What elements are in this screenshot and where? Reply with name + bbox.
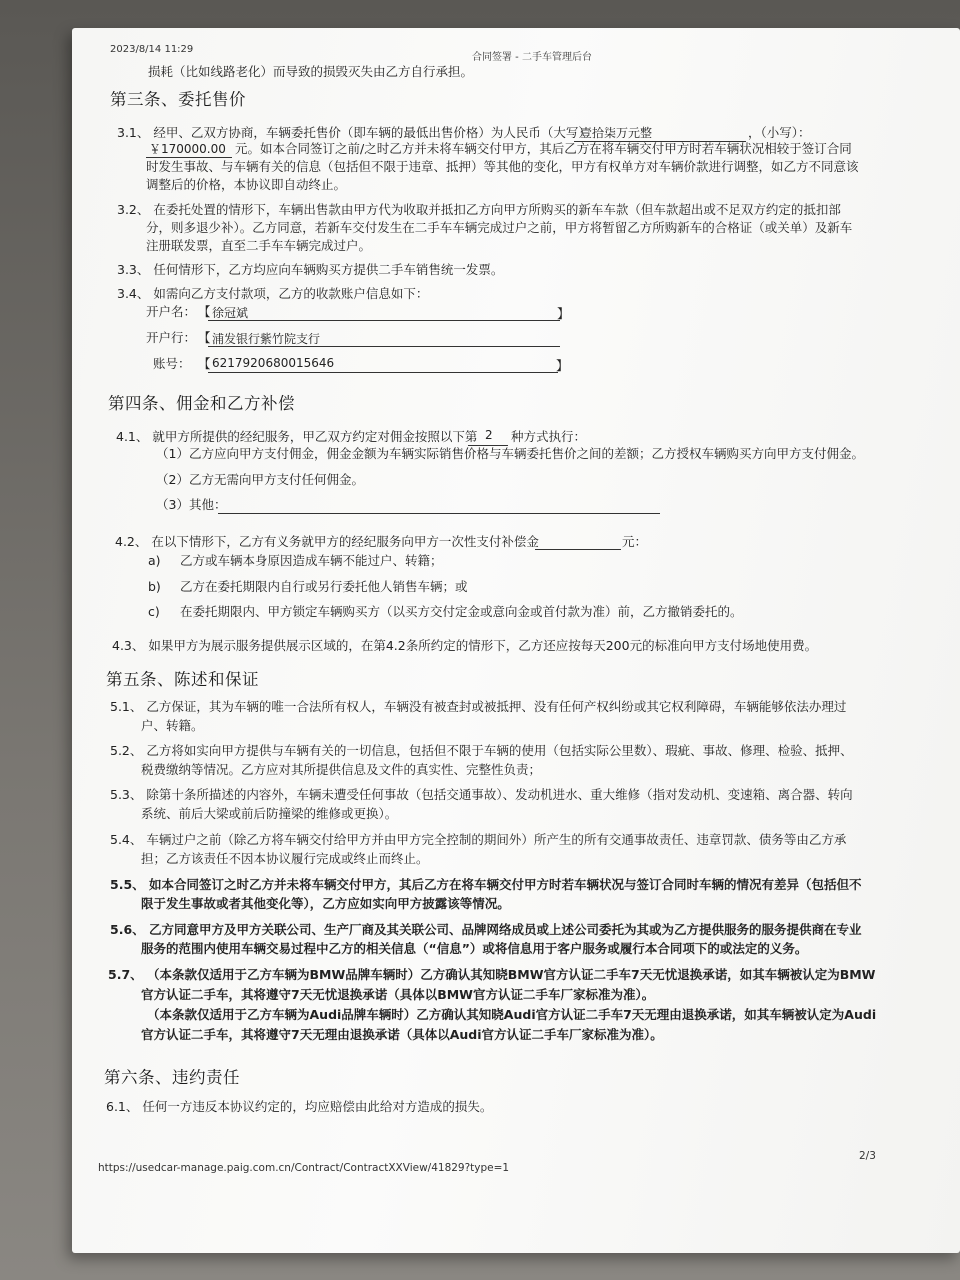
commission-option-3: （3）其他： [156, 497, 227, 512]
clause-3-2-line1: 3.2、 在委托处置的情形下，车辆出售款由甲方代为收取并抵扣乙方向甲方所购买的新车车款（但车款超出或不足双方约定的抵扣部 [117, 202, 841, 217]
clause-3-2-line2: 分，则多退少补）。乙方同意，若新车交付发生在二手车车辆完成过户之前，甲方将暂留乙方所购新车的合格证（或关单）及新车 [146, 220, 853, 235]
item-a-label: a) [148, 553, 161, 568]
clause-4-2: 4.2、 在以下情形下，乙方有义务就甲方的经纪服务向甲方一次性支付补偿金 [115, 534, 539, 549]
account-number-underline [208, 372, 558, 373]
clause-3-3: 3.3、 任何情形下，乙方均应向车辆购买方提供二手车销售统一发票。 [117, 262, 504, 277]
clause-4-3: 4.3、 如果甲方为展示服务提供展示区域的，在第4.2条所约定的情形下，乙方还应按每天200元的标准向甲方支付场地使用费。 [112, 638, 818, 653]
clause-5-4-line2: 担；乙方该责任不因本协议履行完成或终止而终止。 [141, 851, 429, 866]
section-5-heading: 第五条、陈述和保证 [106, 670, 259, 689]
clause-5-2-line2: 税费缴纳等情况。乙方应对其所提供信息及文件的真实性、完整性负责； [141, 762, 542, 777]
item-b-label: b) [148, 579, 161, 594]
commission-option-2: （2）乙方无需向甲方支付任何佣金。 [156, 472, 364, 487]
price-amount: ￥170000.00 [149, 142, 226, 156]
account-number-label: 账号： [153, 356, 191, 371]
clause-5-1-line2: 户、转籍。 [141, 718, 204, 733]
price-in-words: 壹拾柒万元整 [580, 126, 653, 140]
bank-underline [208, 346, 560, 347]
clause-5-7-line3: （本条款仅适用于乙方车辆为Audi品牌车辆时）乙方确认其知晓Audi官方认证二手车7天无理由退换承诺，如其车辆被认定为Audi [147, 1007, 877, 1022]
section-4-heading: 第四条、佣金和乙方补偿 [108, 394, 295, 413]
item-a: 乙方或车辆本身原因造成车辆不能过户、转籍； [180, 553, 443, 568]
clause-5-5-line1: 5.5、 如本合同签订之时乙方并未将车辆交付甲方，其后乙方在将车辆交付甲方时若车辆状况与签订合同时车辆的情况有差异（包括但不 [110, 877, 862, 892]
clause-3-1-line2: 元。如本合同签订之前/之时乙方并未将车辆交付甲方，其后乙方在将车辆交付甲方时若车辆状况相较于签订合同 [235, 141, 852, 156]
other-option-underline [218, 513, 660, 514]
account-number-value: 6217920680015646 [212, 356, 335, 370]
top-line: 损耗（比如线路老化）而导致的损毁灭失由乙方自行承担。 [148, 64, 474, 79]
bracket-close: 】 [557, 306, 570, 321]
compensation-amount-underline [535, 549, 621, 550]
section-6-heading: 第六条、违约责任 [104, 1068, 240, 1087]
account-name-underline [208, 320, 560, 321]
clause-5-3-line2: 系统、前后大梁或前后防撞梁的维修或更换）。 [141, 806, 398, 821]
clause-4-1-tail: 种方式执行： [511, 429, 587, 444]
clause-5-2-line1: 5.2、 乙方将如实向甲方提供与车辆有关的一切信息，包括但不限于车辆的使用（包括实际公里数）、瑕疵、事故、修理、检验、抵押、 [110, 743, 853, 758]
clause-5-7-line1: 5.7、 （本条款仅适用于乙方车辆为BMW品牌车辆时）乙方确认其知晓BMW官方认证二手车7天无忧退换承诺，如其车辆被认定为BMW [108, 967, 876, 982]
footer-url: https://usedcar-manage.paig.com.cn/Contract/ContractXXView/41829?type=1 [98, 1162, 510, 1174]
clause-3-1-line3: 时发生事故、与车辆有关的信息（包括但不限于违章、抵押）等其他的变化，甲方有权单方对车辆价款进行调整，如乙方不同意该 [146, 159, 859, 174]
bracket-close: 】 [556, 358, 569, 373]
clause-5-7-line4: 官方认证二手车，其将遵守7天无理由退换承诺（具体以Audi官方认证二手车厂家标准为准）。 [141, 1027, 663, 1042]
bank-label: 开户行： [146, 330, 197, 345]
clause-4-2-tail: 元： [622, 534, 648, 549]
bracket-open: 【 [198, 304, 211, 319]
clause-3-2-line3: 注册联发票，直至二手车车辆完成过户。 [146, 238, 372, 253]
clause-5-1-line1: 5.1、 乙方保证，其为车辆的唯一合法所有权人，车辆没有被查封或被抵押、没有任何产权纠纷或其它权利障碍，车辆能够依法办理过 [110, 699, 847, 714]
clause-5-6-line1: 5.6、 乙方同意甲方及甲方关联公司、生产厂商及其关联公司、品牌网络成员或上述公司委托为其或为乙方提供服务的服务提供商在专业 [110, 922, 862, 937]
clause-5-3-line1: 5.3、 除第十条所描述的内容外，车辆未遭受任何事故（包括交通事故）、发动机进水、重大维修（指对发动机、变速箱、离合器、转向 [110, 787, 853, 802]
clause-3-1-line4: 调整后的价格，本协议即自动终止。 [146, 177, 347, 192]
price-amount-underline [146, 157, 232, 158]
clause-5-4-line1: 5.4、 车辆过户之前（除乙方将车辆交付给甲方并由甲方完全控制的期间外）所产生的所有交通事故责任、违章罚款、债务等由乙方承 [110, 832, 847, 847]
item-b: 乙方在委托期限内自行或另行委托他人销售车辆；或 [180, 579, 468, 594]
clause-3-4: 3.4、 如需向乙方支付款项，乙方的收款账户信息如下： [117, 286, 429, 301]
commission-option-choice: 2 [485, 428, 493, 442]
section-3-heading: 第三条、委托售价 [110, 90, 246, 109]
clause-3-1-line1: 3.1、 经甲、乙双方协商，车辆委托售价（即车辆的最低出售价格）为人民币（大写） [117, 125, 591, 140]
print-title: 合同签署 - 二手车管理后台 [472, 52, 592, 63]
account-name-label: 开户名： [146, 304, 197, 319]
clause-5-7-line2: 官方认证二手车，其将遵守7天无忧退换承诺（具体以BMW官方认证二手车厂家标准为准）。 [141, 987, 655, 1002]
page-number: 2/3 [859, 1150, 876, 1162]
bracket-open: 【 [198, 330, 211, 345]
clause-4-1: 4.1、 就甲方所提供的经纪服务，甲乙双方约定对佣金按照以下第 [116, 429, 478, 444]
clause-6-1: 6.1、 任何一方违反本协议约定的，均应赔偿由此给对方造成的损失。 [106, 1099, 493, 1114]
bracket-open: 【 [198, 356, 211, 371]
item-c: 在委托期限内、甲方锁定车辆购买方（以买方交付定金或意向金或首付款为准）前，乙方撤销委托的。 [180, 604, 743, 619]
clause-5-5-line2: 限于发生事故或者其他变化等），乙方应如实向甲方披露该等情况。 [141, 896, 510, 911]
bank-value: 浦发银行紫竹院支行 [212, 332, 321, 346]
price-small-label: ，（小写）： [748, 125, 811, 140]
account-name-value: 徐冠斌 [212, 306, 249, 320]
print-timestamp: 2023/8/14 11:29 [110, 44, 194, 55]
commission-option-1: （1）乙方应向甲方支付佣金，佣金金额为车辆实际销售价格与车辆委托售价之间的差额；乙方授权车辆购买方向甲方支付佣金。 [156, 446, 864, 461]
item-c-label: c) [148, 604, 160, 619]
clause-5-6-line2: 服务的范围内使用车辆交易过程中乙方的相关信息（“信息”）或将信息用于客户服务或履行本合同项下的或法定的义务。 [141, 941, 808, 956]
